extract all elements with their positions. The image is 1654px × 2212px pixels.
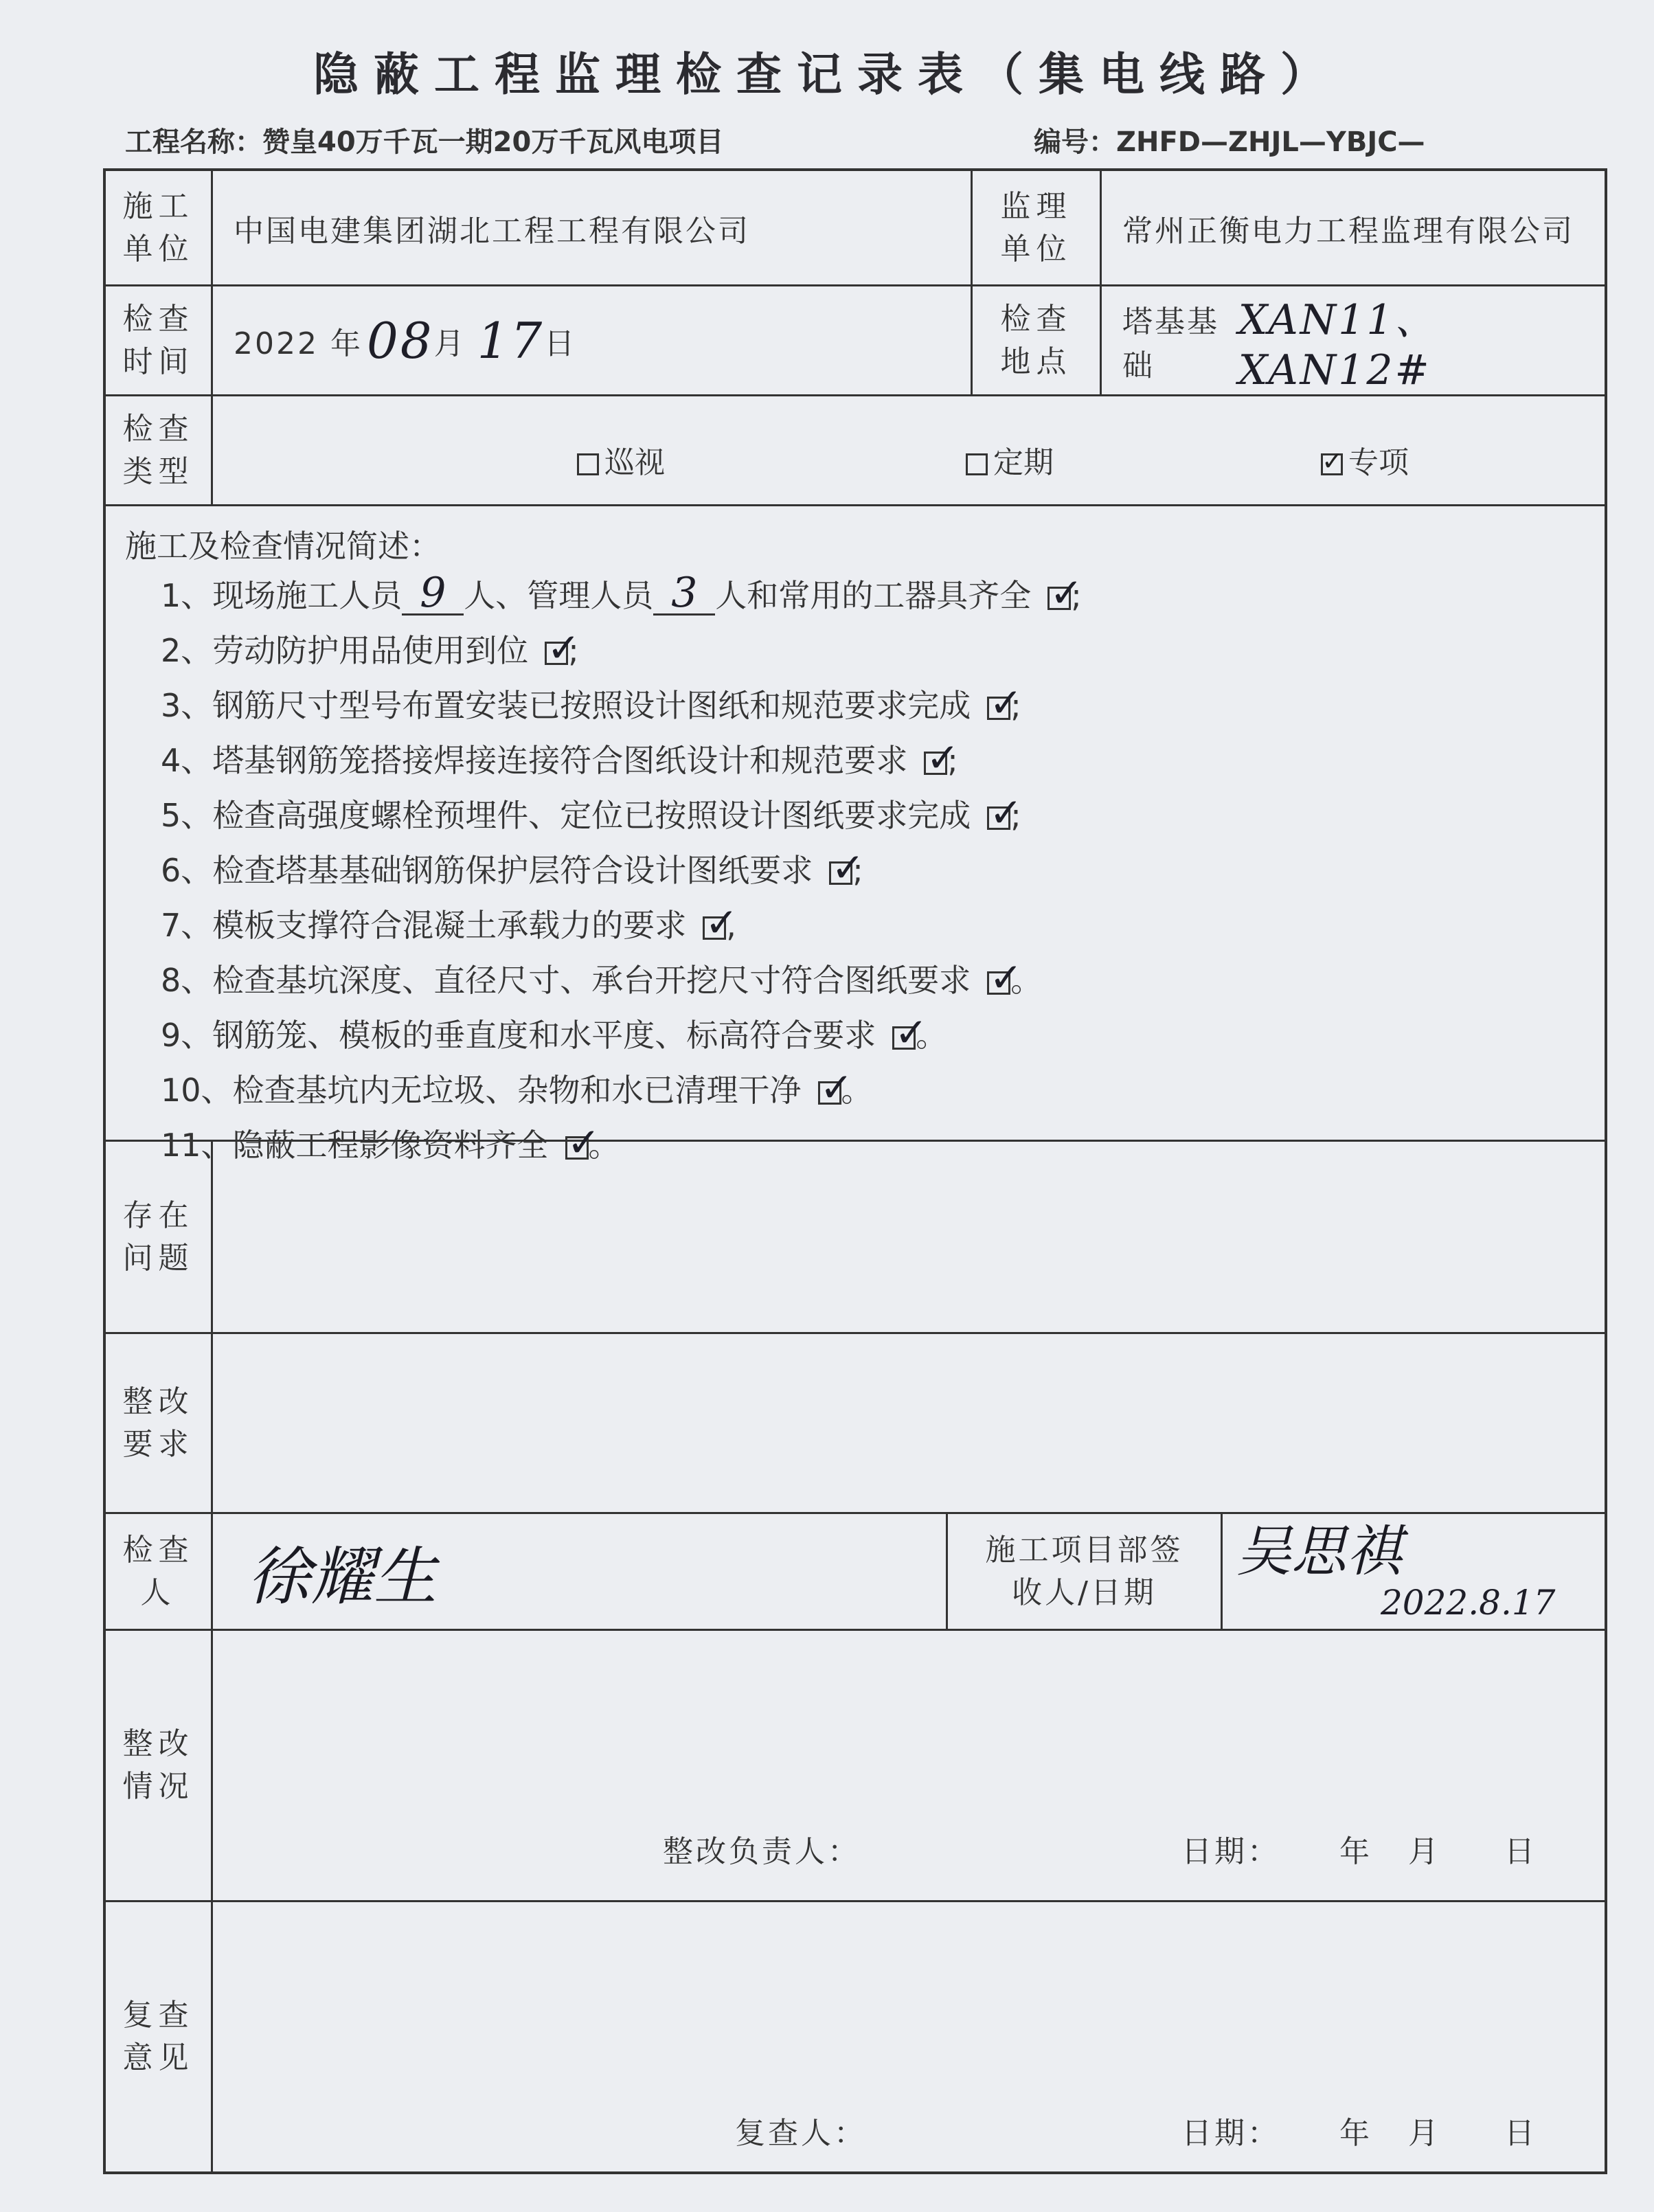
receiver-date: 2022.8.17 [1381,1583,1556,1623]
issues-row [106,1142,1605,1334]
check-location-value [1102,286,1605,394]
checked-checkbox-icon [892,1026,916,1050]
review-day: 日 [1504,2116,1537,2151]
inspector-signature: 徐耀生 [247,1539,438,1614]
checklist-item: 2、劳动防护用品使用到位✓ ; [161,623,1082,678]
checklist-item: 8、检查基坑深度、直径尺寸、承台开挖尺寸符合图纸要求✓ 。 [161,953,1082,1008]
checked-checkbox-icon [703,916,726,940]
check-month: 08 [366,311,434,370]
checkbox-icon [577,453,599,475]
check-type-periodic[interactable]: 定期 [966,438,1054,482]
check-year: 2022 年 [234,326,363,361]
rectify-year: 年 [1339,1834,1372,1869]
rectify-month: 月 [1408,1834,1441,1869]
checklist-item: 11、隐蔽工程影像资料齐全✓ 。 [161,1118,1082,1173]
review-row [106,1902,1605,2171]
rectify-status-content [213,1631,1605,1900]
issues-content[interactable] [213,1142,1605,1332]
check-location-label: 检查地点 [973,286,1102,394]
receiver-signature: 吴思祺 [1236,1520,1401,1583]
check-type-patrol[interactable]: 巡视 [577,438,665,482]
review-content [213,1902,1605,2171]
review-label: 复查意见 [106,1902,213,2171]
checked-checkbox-icon [829,861,852,885]
checklist-item: 3、钢筋尺寸型号布置安装已按照设计图纸和规范要求完成✓ ; [161,678,1082,733]
supervision-unit-label: 监理单位 [973,171,1102,284]
rectify-requirement-content[interactable] [213,1334,1605,1512]
check-type-row [106,396,1605,506]
rectify-day: 日 [1504,1834,1537,1869]
checked-checkbox-icon [924,752,947,775]
construction-unit-label: 施工单位 [106,171,213,284]
rectify-responsible-label: 整改负责人： [663,1834,861,1869]
checked-checkbox-icon [1321,453,1343,475]
inspector-signature-cell [213,1514,948,1629]
project-name-label: 工程名称： [125,126,262,158]
receiver-signature-cell [1223,1514,1605,1629]
checklist-item: 5、检查高强度螺栓预埋件、定位已按照设计图纸要求完成✓ ; [161,788,1082,843]
check-day-unit: 日 [544,326,577,361]
issues-label: 存在问题 [106,1142,213,1332]
check-location-prefix: 塔基基础 [1122,304,1219,383]
checklist-item: 9、钢筋笼、模板的垂直度和水平度、标高符合要求✓ 。 [161,1008,1082,1063]
review-month: 月 [1408,2116,1441,2151]
inspector-label: 检查人 [106,1514,213,1629]
review-year: 年 [1339,2116,1372,2151]
rectify-requirement-row [106,1334,1605,1514]
checklist-item: 4、塔基钢筋笼搭接焊接连接符合图纸设计和规范要求✓ ; [161,733,1082,788]
receiver-label: 施工项目部签收人/日期 [948,1514,1223,1629]
checklist-item: 1、现场施工人员 9 人、管理人员 3 人和常用的工器具齐全✓ ; [161,568,1082,623]
code-label: 编号： [1034,126,1116,158]
checked-checkbox-icon [818,1081,841,1105]
checklist-item: 6、检查塔基基础钢筋保护层符合设计图纸要求✓ ; [161,843,1082,898]
rectify-date-label: 日期： [1181,1834,1280,1869]
signature-row [106,1514,1605,1631]
summary-row [106,506,1605,1164]
checked-checkbox-icon [987,971,1010,995]
staff-count: 9 [402,572,464,616]
checked-checkbox-icon [987,697,1010,720]
units-row [106,171,1605,286]
rectify-requirement-label: 整改要求 [106,1334,213,1512]
check-month-unit: 月 [433,326,466,361]
checklist-item: 10、检查基坑内无垃圾、杂物和水已清理干净✓ 。 [161,1063,1082,1118]
rectify-status-row [106,1631,1605,1902]
checked-checkbox-icon [987,806,1010,830]
reviewer-label: 复查人： [735,2116,867,2151]
review-date-label: 日期： [1181,2116,1280,2151]
checkbox-icon [966,453,988,475]
record-table [103,168,1607,2174]
supervision-unit-value: 常州正衡电力工程监理有限公司 [1122,213,1574,249]
checked-checkbox-icon [545,642,568,665]
check-type-label: 检查类型 [106,396,213,504]
construction-unit-value: 中国电建集团湖北工程工程有限公司 [213,171,973,284]
check-time-label: 检查时间 [106,286,213,394]
check-time-value [213,286,973,394]
manager-count: 3 [653,572,715,616]
project-name-value: 赞皇40万千瓦一期20万千瓦风电项目 [262,126,724,158]
check-location-hand: XAN11、XAN12# [1238,295,1438,394]
form-code [1034,120,1425,159]
check-type-options [213,396,1605,504]
time-location-row [106,286,1605,396]
project-name [125,120,723,159]
checklist [161,568,1082,1173]
rectify-status-label: 整改情况 [106,1631,213,1900]
code-value: ZHFD—ZHJL—YBJC— [1116,126,1425,158]
check-day: 17 [477,311,545,370]
check-type-special[interactable]: ✓ 专项 [1321,438,1409,482]
form-title: 隐蔽工程监理检查记录表（集电线路） [313,47,1341,101]
checked-checkbox-icon [1047,587,1071,610]
checklist-item: 7、模板支撑符合混凝土承载力的要求✓ , [161,898,1082,953]
summary-title: 施工及检查情况简述： [125,528,441,565]
